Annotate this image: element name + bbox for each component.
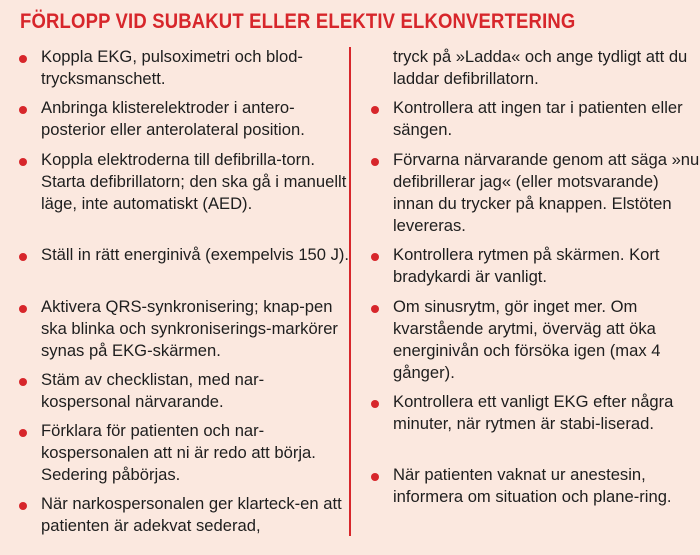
bullet-icon (19, 106, 27, 114)
list-item-text: Koppla EKG, pulsoximetri och blod-trycksmanschett. (41, 47, 303, 88)
bullet-icon (371, 400, 379, 408)
box-title: FÖRLOPP VID SUBAKUT ELLER ELEKTIV ELKONVERTERING (20, 9, 576, 33)
list-item-text: Om sinusrytm, gör inget mer. Om kvarstående arytmi, överväg att öka energinivån och försöka igen (max 4 gånger). (393, 297, 661, 382)
list-item-text: Ställ in rätt energinivå (exempelvis 150 J). (41, 245, 350, 264)
continued-text: tryck på »Ladda« och ange tydligt att du laddar defibrillatorn. (393, 47, 688, 88)
list-item-text: När narkospersonalen ger klarteck-en att patienten är adekvat sederad, (41, 494, 342, 535)
bullet-icon (19, 305, 27, 313)
bullet-icon (371, 473, 379, 481)
bullet-icon (19, 378, 27, 386)
list-item-text: Kontrollera ett vanligt EKG efter några minuter, när rytmen är stabi-liserad. (393, 392, 674, 433)
bullet-icon (371, 253, 379, 261)
list-item-text: Förklara för patienten och nar-kospersonalen att ni är redo att börja. Sedering påbörjas. (41, 421, 316, 484)
list-item-text: Stäm av checklistan, med nar-kospersonal närvarande. (41, 370, 265, 411)
list-item-text: Anbringa klisterelektroder i antero-posterior eller anterolateral position. (41, 98, 305, 139)
bullet-icon (371, 106, 379, 114)
bullet-icon (19, 158, 27, 166)
bullet-icon (19, 253, 27, 261)
list-item-text: Kontrollera att ingen tar i patienten eller sängen. (393, 98, 683, 139)
list-item-text: Aktivera QRS-synkronisering; knap-pen ska blinka och synkroniserings-markörer synas på EKG-skärmen. (41, 297, 338, 360)
list-item-text: Förvarna närvarande genom att säga »nu defibrillerar jag« (eller motsvarande) innan du trycker på knappen. Elstöten levereras. (393, 150, 700, 235)
bullet-icon (371, 158, 379, 166)
list-item-text: När patienten vaknat ur anestesin, informera om situation och plane-ring. (393, 465, 672, 506)
bullet-icon (19, 502, 27, 510)
bullet-icon (19, 55, 27, 63)
list-item-text: Koppla elektroderna till defibrilla-torn. Starta defibrillatorn; den ska gå i manuellt läge, inte automatiskt (AED). (41, 150, 347, 213)
bullet-icon (19, 429, 27, 437)
bullet-icon (371, 305, 379, 313)
list-item-text: Kontrollera rytmen på skärmen. Kort bradykardi är vanligt. (393, 245, 660, 286)
